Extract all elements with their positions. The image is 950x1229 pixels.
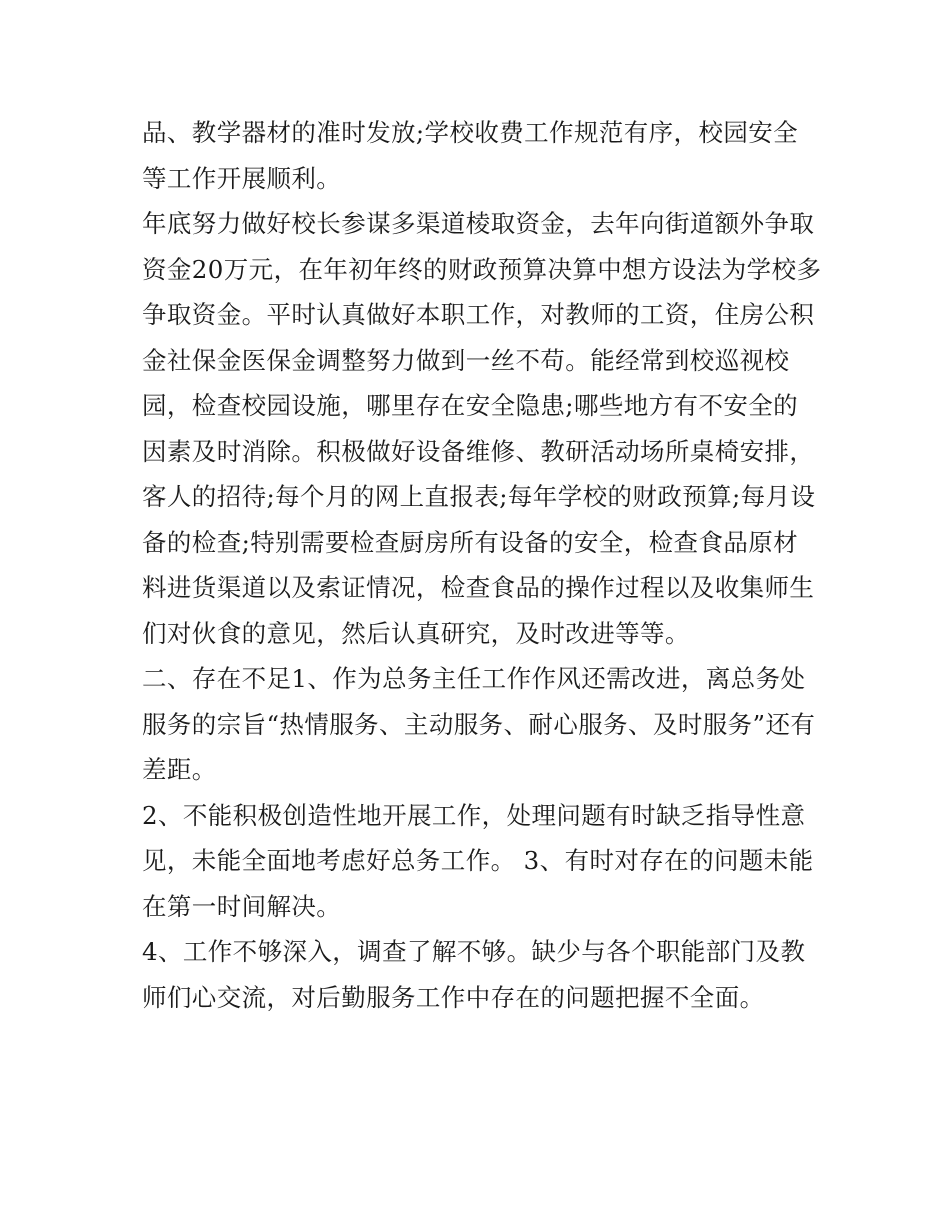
paragraph-1: 品、教学器材的准时发放;学校收费工作规范有序，校园安全等工作开展顺利。 (142, 118, 799, 193)
paragraph-2: 年底努力做好校长参谋多渠道棱取资金，去年向街道额外争取资金20万元，在年初年终的财政预算决算中想方设法为学校多争取资金。平时认真做好本职工作，对教师的工资，住房公积金社保金医保金调整努力做到一丝不苟。能经常到校巡视校园，检查校园设施，哪里存在安全隐患;哪些地方有不安全的因素及时消除。积极做好设备维修、教研活动场所桌椅安排，客人的招待;每个月的网上直报表;每年学校的财政预算;每月设备的检查;特别需要检查厨房所有设备的安全，检查食品原材料进货渠道以及索证情况，检查食品的操作过程以及收集师生们对伙食的意见，然后认真研究，及时改进等等。 (142, 209, 822, 648)
document-body (142, 110, 822, 1020)
paragraph-5: 4、工作不够深入，调查了解不够。缺少与各个职能部门及教师们心交流，对后勤服务工作中存在的问题把握不全面。 (142, 937, 806, 1012)
paragraph-4: 2、不能积极创造性地开展工作，处理问题有时缺乏指导性意见，未能全面地考虑好总务工作。 3、有时对存在的问题未能在第一时间解决。 (142, 800, 814, 921)
paragraph-3: 二、存在不足1、作为总务主任工作作风还需改进，离总务处服务的宗旨“热情服务、主动服务、耐心服务、及时服务”还有差距。 (142, 664, 816, 784)
